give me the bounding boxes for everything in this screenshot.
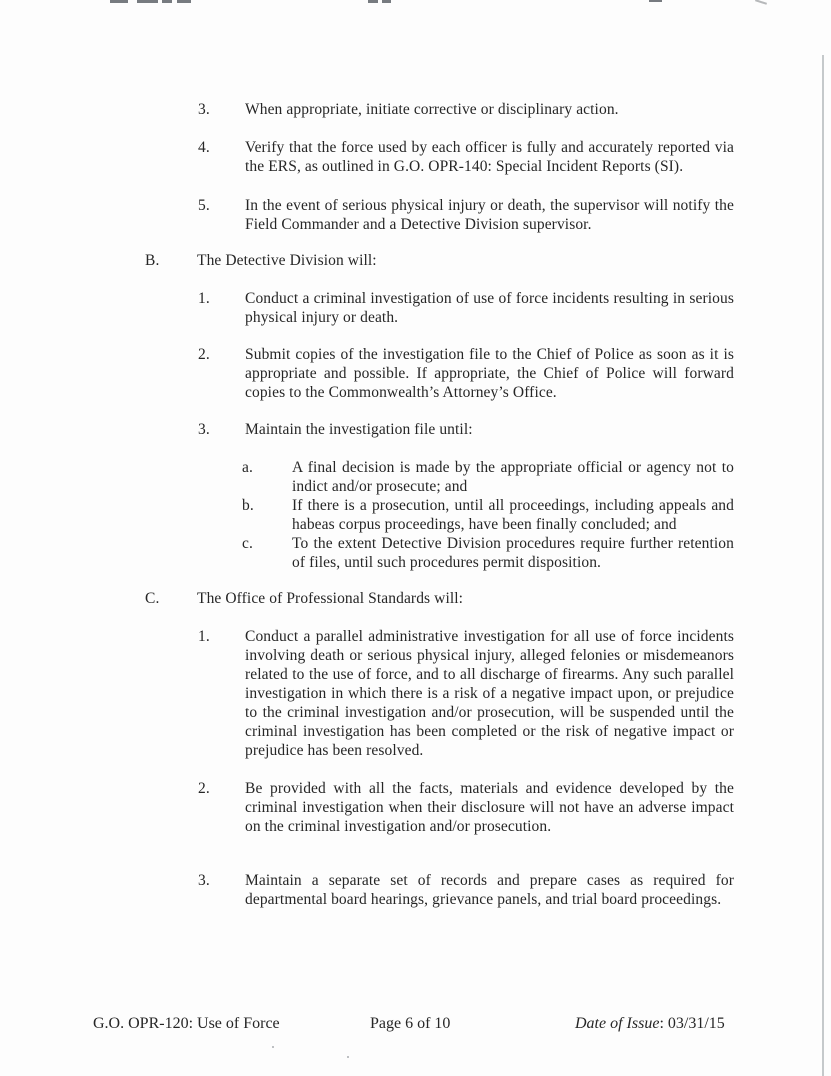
scan-speck <box>272 1046 274 1048</box>
footer-date-value: : 03/31/15 <box>659 1015 725 1032</box>
list-item-c3 <box>198 871 734 909</box>
section-heading-text: The Office of Professional Standards will: <box>197 590 464 607</box>
scan-speck <box>347 1056 349 1058</box>
scan-artifact <box>368 0 378 3</box>
list-item-b3a <box>242 458 734 496</box>
item-marker: 3. <box>198 872 210 889</box>
item-text: Conduct a parallel administrative investigation for all use of force incidents involving death or serious physical injury, alleged felonies or misdemeanors related to the use of force, and to all discharge of firearms. Any such parallel investigation in which there is a risk of a negative impact upon, or prejudice to the criminal investigation and/or prosecution, will be suspended until the criminal investigation has been completed or the risk of negative impact or prejudice has been resolved. <box>245 628 734 759</box>
item-marker: 3. <box>198 421 210 438</box>
scan-artifact <box>110 0 128 3</box>
item-text: Maintain a separate set of records and prepare cases as required for departmental board hearings, grievance panels, and trial board proceedings. <box>245 872 734 908</box>
item-text: If there is a prosecution, until all proceedings, including appeals and habeas corpus proceedings, have been finally concluded; and <box>292 497 734 533</box>
scan-line-artifact <box>822 55 824 1076</box>
item-text: Submit copies of the investigation file to the Chief of Police as soon as it is appropriate and possible. If appropriate, the Chief of Police will forward copies to the Commonwealth’s Attorney’s Office. <box>245 346 734 401</box>
item-marker: 2. <box>198 780 210 797</box>
list-item-a4 <box>198 138 734 176</box>
scan-artifact <box>755 0 767 5</box>
list-item-b3c <box>242 534 734 572</box>
item-marker: a. <box>242 459 253 476</box>
item-text: In the event of serious physical injury or death, the supervisor will notify the Field Commander and a Detective Division supervisor. <box>245 197 734 233</box>
item-text: A final decision is made by the appropriate official or agency not to indict and/or prosecute; and <box>292 459 734 495</box>
list-item-b1 <box>198 289 734 327</box>
item-marker: 5. <box>198 197 210 214</box>
section-heading-text: The Detective Division will: <box>197 252 377 269</box>
list-item-c2 <box>198 779 734 836</box>
list-item-b3 <box>198 420 734 439</box>
item-text: Verify that the force used by each officer is fully and accurately reported via the ERS, as outlined in G.O. OPR-140: Special Incident Reports (SI). <box>245 139 734 175</box>
footer-doc-title: G.O. OPR-120: Use of Force <box>93 1015 280 1032</box>
list-item-a3 <box>198 100 734 119</box>
scan-artifact <box>177 0 191 3</box>
list-item-c1 <box>198 627 734 760</box>
item-text: Maintain the investigation file until: <box>245 421 473 438</box>
item-text: When appropriate, initiate corrective or disciplinary action. <box>245 101 619 118</box>
item-text: Conduct a criminal investigation of use of force incidents resulting in serious physical injury or death. <box>245 290 734 326</box>
scan-artifact <box>382 0 391 3</box>
list-item-b2 <box>198 345 734 402</box>
item-marker: 2. <box>198 346 210 363</box>
section-marker: C. <box>145 590 160 607</box>
item-marker: 3. <box>198 101 210 118</box>
item-marker: 4. <box>198 139 210 156</box>
item-text: To the extent Detective Division procedures require further retention of files, until such procedures permit disposition. <box>292 535 734 571</box>
list-item-a5 <box>198 196 734 234</box>
page-footer <box>0 1014 831 1036</box>
item-marker: b. <box>242 497 254 514</box>
scan-artifact <box>649 0 662 2</box>
item-marker: c. <box>242 535 253 552</box>
section-marker: B. <box>145 252 160 269</box>
footer-date-of-issue <box>575 1014 725 1034</box>
item-marker: 1. <box>198 290 210 307</box>
item-text: Be provided with all the facts, materials and evidence developed by the criminal investigation when their disclosure will not have an adverse impact on the criminal investigation and/or prosecution. <box>245 780 734 835</box>
scan-artifact <box>162 0 172 3</box>
section-b-heading <box>145 251 734 270</box>
footer-page-number: Page 6 of 10 <box>370 1015 451 1032</box>
section-c-heading <box>145 589 734 608</box>
list-item-b3b <box>242 496 734 534</box>
item-marker: 1. <box>198 628 210 645</box>
footer-date-label: Date of Issue <box>575 1015 660 1032</box>
scan-artifact <box>137 0 158 3</box>
